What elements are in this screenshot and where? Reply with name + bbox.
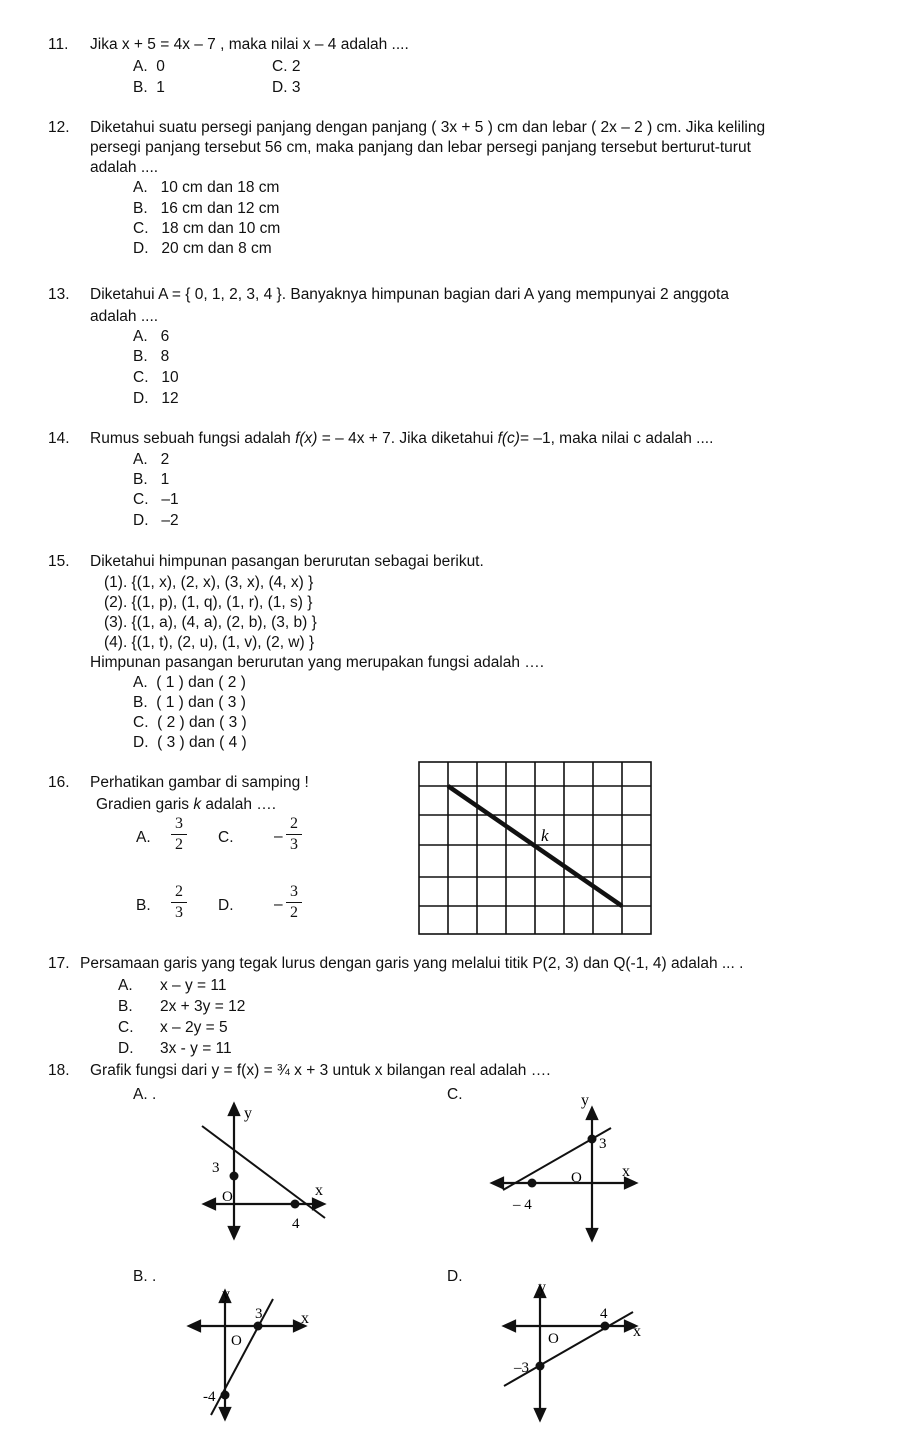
svg-text:x: x [633, 1323, 641, 1340]
q18-graph-d-letter: D. [447, 1268, 463, 1285]
q15-set-1: (1). {(1, x), (2, x), (3, x), (4, x) } [104, 574, 314, 591]
q15-option-d: D. ( 3 ) dan ( 4 ) [133, 734, 247, 751]
q16-option-c-fraction: 2 3 [286, 815, 302, 853]
svg-text:3: 3 [599, 1136, 607, 1152]
q14-option-c: C. –1 [133, 491, 179, 508]
q17-stem: Persamaan garis yang tegak lurus dengan garis yang melalui titik P(2, 3) dan Q(-1, 4) adalah ... . [80, 955, 744, 972]
svg-text:O: O [222, 1189, 233, 1205]
q15-option-c: C. ( 2 ) dan ( 3 ) [133, 714, 247, 731]
q16-option-a-letter: A. [136, 829, 151, 846]
q17-option-a-text: x – y = 11 [160, 977, 227, 994]
svg-text:O: O [571, 1170, 582, 1186]
q12-line-1: Diketahui suatu persegi panjang dengan panjang ( 3x + 5 ) cm dan lebar ( 2x – 2 ) cm. Jika keliling [90, 119, 766, 136]
q15-set-4: (4). {(1, t), (2, u), (1, v), (2, w) } [104, 634, 315, 651]
q18-graph-a-letter: A. . [133, 1086, 157, 1103]
q12-option-b: B. 16 cm dan 12 cm [133, 200, 280, 217]
q14-option-d: D. –2 [133, 512, 179, 529]
svg-text:– 4: – 4 [513, 1197, 532, 1213]
q16-grid-figure [415, 759, 655, 937]
svg-text:O: O [548, 1331, 559, 1347]
q18-graph-c [485, 1090, 645, 1250]
q12-number: 12. [48, 119, 70, 136]
q11-option-a: A. 0 [133, 58, 165, 75]
svg-text:y: y [244, 1105, 252, 1122]
line-k-label: k [541, 826, 549, 845]
q12-option-d: D. 20 cm dan 8 cm [133, 240, 272, 257]
q13-option-d: D. 12 [133, 390, 179, 407]
q12-option-c: C. 18 cm dan 10 cm [133, 220, 281, 237]
q11-option-d: D. 3 [272, 79, 301, 96]
q14-option-a: A. 2 [133, 451, 170, 468]
q16-option-d-fraction: 3 2 [286, 883, 302, 921]
q15-set-3: (3). {(1, a), (4, a), (2, b), (3, b) } [104, 614, 317, 631]
q18-graph-d [500, 1280, 660, 1430]
q17-option-b: B. [118, 998, 133, 1015]
q16-option-c-letter: C. [218, 829, 234, 846]
q13-option-c: C. 10 [133, 369, 179, 386]
q13-number: 13. [48, 286, 70, 303]
q16-option-d-letter: D. [218, 897, 234, 914]
svg-text:y: y [538, 1280, 546, 1296]
q16-number: 16. [48, 774, 70, 791]
q12-option-a: A. 10 cm dan 18 cm [133, 179, 280, 196]
svg-text:3: 3 [212, 1160, 220, 1176]
q18-graph-b [185, 1285, 335, 1435]
svg-text:–3: –3 [514, 1360, 529, 1376]
svg-text:x: x [301, 1310, 309, 1327]
q16-option-c-sign: – [274, 828, 283, 845]
svg-text:y: y [581, 1092, 589, 1109]
q16-option-b-letter: B. [136, 897, 151, 914]
q15-set-2: (2). {(1, p), (1, q), (1, r), (1, s) } [104, 594, 313, 611]
q18-graph-c-letter: C. [447, 1086, 463, 1103]
svg-text:x: x [315, 1182, 323, 1199]
q14-number: 14. [48, 430, 70, 447]
svg-text:4: 4 [292, 1216, 300, 1232]
svg-text:-4: -4 [203, 1389, 216, 1405]
q11-option-b: B. 1 [133, 79, 165, 96]
svg-text:O: O [231, 1333, 242, 1349]
q17-option-c-text: x – 2y = 5 [160, 1019, 228, 1036]
q17-number: 17. [48, 955, 70, 972]
q18-graph-a [190, 1100, 340, 1250]
q11-stem: Jika x + 5 = 4x – 7 , maka nilai x – 4 adalah .... [90, 36, 409, 53]
q11-number: 11. [48, 36, 69, 53]
q18-number: 18. [48, 1062, 70, 1079]
q15-option-a: A. ( 1 ) dan ( 2 ) [133, 674, 246, 691]
svg-text:x: x [622, 1163, 630, 1180]
q14-option-b: B. 1 [133, 471, 170, 488]
q13-line-2: adalah .... [90, 308, 159, 325]
q12-line-3: adalah .... [90, 159, 159, 176]
q15-number: 15. [48, 553, 70, 570]
q15-option-b: B. ( 1 ) dan ( 3 ) [133, 694, 246, 711]
q12-line-2: persegi panjang tersebut 56 cm, maka panjang dan lebar persegi panjang tersebut berturut-turut [90, 139, 751, 156]
q16-option-d-sign: – [274, 896, 283, 913]
q16-option-b-fraction: 2 3 [171, 883, 187, 921]
q17-option-b-text: 2x + 3y = 12 [160, 998, 246, 1015]
q17-option-c: C. [118, 1019, 134, 1036]
q14-stem: Rumus sebuah fungsi adalah f(x) = – 4x + 7. Jika diketahui f(c)= –1, maka nilai c adalah .... [90, 430, 714, 447]
q15-stem: Diketahui himpunan pasangan berurutan sebagai berikut. [90, 553, 484, 570]
q18-stem: Grafik fungsi dari y = f(x) = ¾ x + 3 untuk x bilangan real adalah …. [90, 1062, 551, 1079]
svg-text:y: y [222, 1286, 230, 1303]
q17-option-a: A. [118, 977, 133, 994]
q16-line-1: Perhatikan gambar di samping ! [90, 774, 309, 791]
q18-graph-b-letter: B. . [133, 1268, 157, 1285]
q17-option-d: D. [118, 1040, 134, 1057]
q13-line-1: Diketahui A = { 0, 1, 2, 3, 4 }. Banyaknya himpunan bagian dari A yang mempunyai 2 anggota [90, 286, 729, 303]
q13-option-a: A. 6 [133, 328, 170, 345]
svg-text:3: 3 [255, 1306, 263, 1322]
q15-question: Himpunan pasangan berurutan yang merupakan fungsi adalah …. [90, 654, 545, 671]
q17-option-d-text: 3x - y = 11 [160, 1040, 232, 1057]
q11-option-c: C. 2 [272, 58, 301, 75]
svg-text:4: 4 [600, 1306, 608, 1322]
q16-option-a-fraction: 3 2 [171, 815, 187, 853]
q13-option-b: B. 8 [133, 348, 170, 365]
q16-line-2: Gradien garis k adalah …. [96, 796, 277, 813]
